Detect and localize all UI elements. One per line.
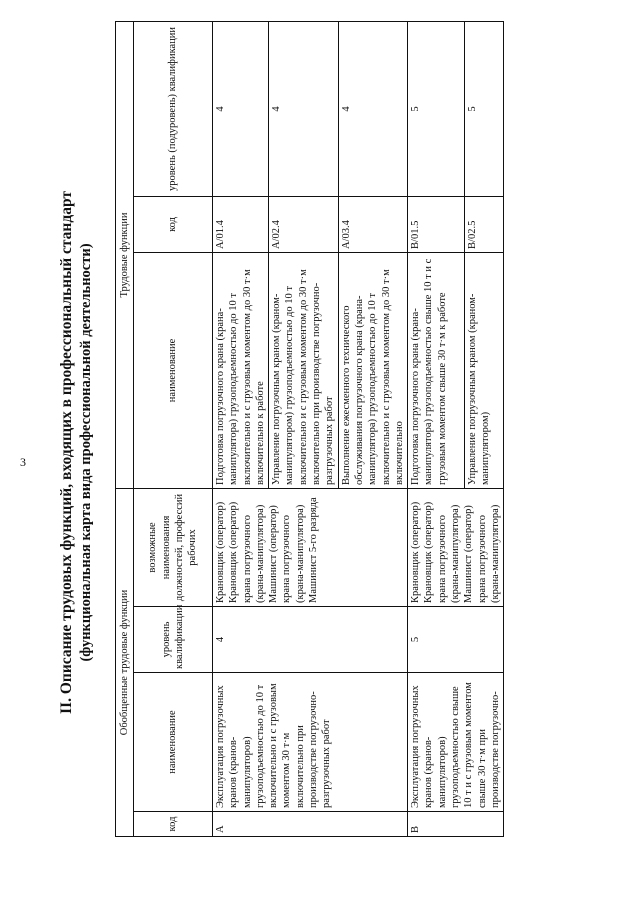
- function-code: B/02.5: [465, 196, 504, 252]
- table-row: [213, 21, 269, 836]
- function-code: B/01.5: [408, 196, 465, 252]
- function-level: 5: [465, 21, 504, 196]
- group-code: A: [213, 812, 408, 837]
- page-number: 3: [20, 455, 26, 469]
- function-name: Управление погрузочным краном (краном-манипулятором) грузоподъемностью до 10 т включительно и с грузовым моментом до 30 т·м включительно при производстве погрузочно-разгрузочных работ: [269, 252, 338, 488]
- header-tf-code: код: [134, 196, 213, 252]
- group-code: B: [408, 812, 504, 837]
- function-name: Выполнение ежесменного технического обслуживания погрузочного крана (крана-манипулятора) грузоподъемностью до 10 т включительно и с грузовым моментом до 30 т·м включительно: [338, 252, 407, 488]
- header-row-1: [116, 21, 134, 836]
- header-code: код: [134, 812, 213, 837]
- group-level: 4: [213, 607, 408, 673]
- group-positions: Крановщик (оператор) Крановщик (оператор) крана погрузочного (крана-манипулятора) Машинист (оператор) крана погрузочного (крана-манипулятора): [408, 488, 504, 606]
- function-level: 4: [213, 21, 269, 196]
- header-name: наименование: [134, 673, 213, 812]
- function-code: A/03.4: [338, 196, 407, 252]
- header-labor: Трудовые функции: [116, 21, 134, 488]
- function-level: 4: [338, 21, 407, 196]
- header-level: уровень квалификации: [134, 607, 213, 673]
- header-tf-name: наименование: [134, 252, 213, 488]
- functional-map-table: [115, 21, 504, 837]
- header-sublevel: уровень (подуровень) квалификации: [134, 21, 213, 196]
- function-level: 5: [408, 21, 465, 196]
- function-name: Подготовка погрузочного крана (крана-манипулятора) грузоподъемностью до 10 т включительно и с грузовым моментом до 30 т·м включительно к работе: [213, 252, 269, 488]
- function-name: Управление погрузочным краном (краном-манипулятором): [465, 252, 504, 488]
- header-positions: возможные наименования должностей, профессий рабочих: [134, 488, 213, 606]
- function-code: A/02.4: [269, 196, 338, 252]
- function-level: 4: [269, 21, 338, 196]
- header-generalized: Обобщенные трудовые функции: [116, 488, 134, 836]
- group-positions: Крановщик (оператор) Крановщик (оператор) крана погрузочного (крана-манипулятора) Машинист (оператор) крана погрузочного (крана-манипулятора) Машинист 5-го разряда: [213, 488, 408, 606]
- table-row: [408, 21, 465, 836]
- header-row-2: [134, 21, 213, 836]
- function-name: Подготовка погрузочного крана (крана-манипулятора) грузоподъемностью свыше 10 т и с грузовым моментом свыше 30 т·м к работе: [408, 252, 465, 488]
- group-name: Эксплуатация погрузочных кранов (кранов-манипуляторов) грузоподъемностью до 10 т включительно и с грузовым моментом 30 т·м включительно при производстве погрузочно-разгрузочных работ: [213, 673, 408, 812]
- group-level: 5: [408, 607, 504, 673]
- group-name: Эксплуатация погрузочных кранов (кранов-манипуляторов) грузоподъемностью свыше 10 т и с грузовым моментом свыше 30 т·м при производстве погрузочно-: [408, 673, 504, 812]
- function-code: A/01.4: [213, 196, 269, 252]
- section-title: II. Описание трудовых функций, входящих в профессиональный стандарт: [58, 191, 75, 714]
- section-subtitle: (функциональная карта вида профессиональной деятельности): [78, 243, 94, 662]
